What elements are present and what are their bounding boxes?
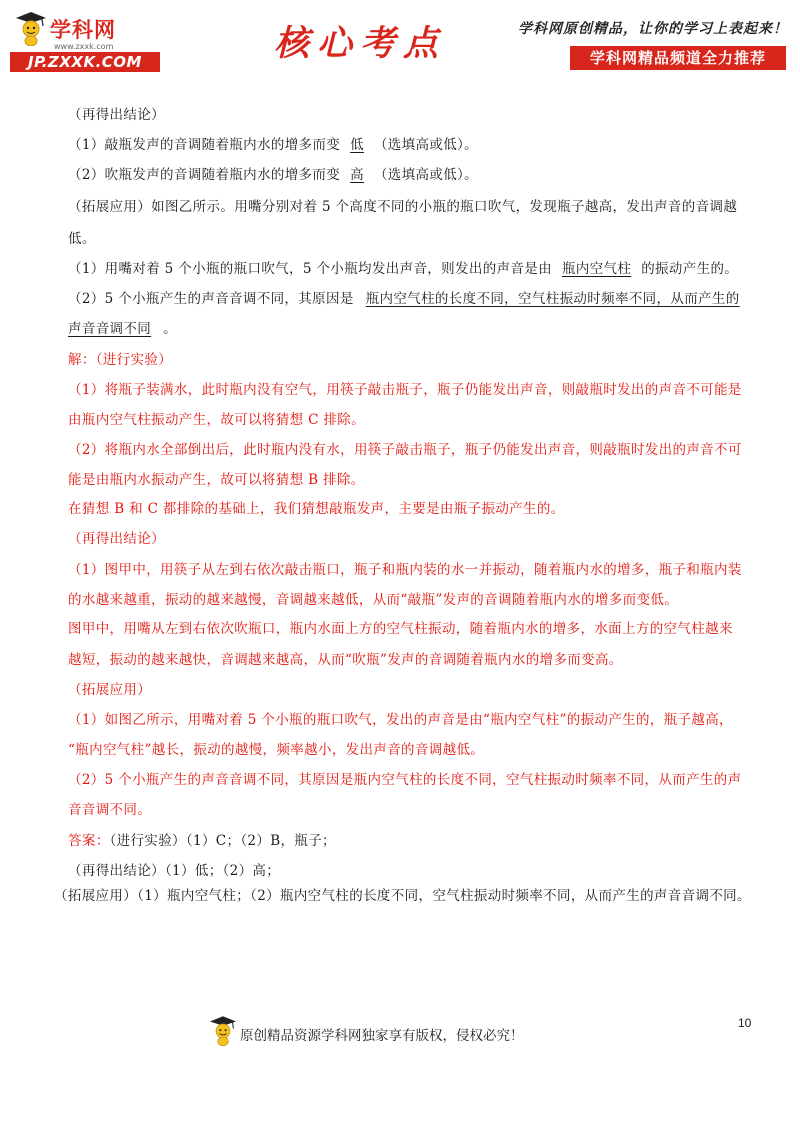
answer-blank: 瓶内空气柱 [561, 261, 632, 277]
logo-name: 学科网 [50, 18, 116, 42]
answer-blank: 瓶内空气柱的长度不同，空气柱振动时频率不同，从而产生的 [365, 291, 740, 307]
question-text: （2）吹瓶发声的音调随着瓶内水的增多而变 [68, 167, 341, 183]
solution-line: （1）将瓶子装满水，此时瓶内没有空气，用筷子敲击瓶子，瓶子仍能发出声音，则敲瓶时发出的声音不可能是 [68, 382, 742, 398]
question-line [68, 317, 177, 337]
answer-line: （拓展应用）（1）瓶内空气柱；（2）瓶内空气柱的长度不同，空气柱振动时频率不同，从而产生的声音音调不同。 [54, 888, 751, 904]
answer-blank: 声音音调不同 [68, 321, 152, 337]
solution-line: （拓展应用） [68, 682, 152, 698]
page-footer [210, 1012, 570, 1056]
question-text: （选填高或低）。 [373, 137, 479, 153]
solution-line: 由瓶内空气柱振动产生，故可以将猜想 C 排除。 [68, 412, 365, 428]
page-header [0, 0, 800, 80]
question-line [68, 257, 738, 277]
question-text: （1）敲瓶发声的音调随着瓶内水的增多而变 [68, 137, 341, 153]
solution-line: （再得出结论） [68, 531, 165, 547]
answer-label: 答案： [68, 833, 110, 849]
question-text: （1）用嘴对着 5 个小瓶的瓶口吹气，5 个小瓶均发出声音，则发出的声音是由 [68, 261, 552, 277]
solution-line: 的水越来越重，振动的越来越慢，音调越来越低，从而“敲瓶”发声的音调随着瓶内水的增多而变低。 [68, 592, 679, 608]
logo-url-banner: JP.ZXXK.COM [10, 52, 160, 72]
mascot-icon [210, 1014, 236, 1048]
answer-blank: 高 [350, 167, 364, 183]
section-heading: （再得出结论） [68, 107, 165, 123]
question-line: 低。 [68, 231, 96, 247]
header-slogan: 学科网原创精品，让你的学习上表起来！ [518, 21, 788, 37]
solution-line: （2）5 个小瓶产生的声音音调不同，其原因是瓶内空气柱的长度不同，空气柱振动时频率不同，从而产生的声 [68, 772, 742, 788]
question-text: 。 [163, 321, 177, 337]
solution-line: （1）如图乙所示，用嘴对着 5 个小瓶的瓶口吹气，发出的声音是由“瓶内空气柱”的振动产生的，瓶子越高， [68, 712, 733, 728]
solution-line: 在猜想 B 和 C 都排除的基础上，我们猜想敲瓶发声，主要是由瓶子振动产生的。 [68, 501, 565, 517]
copyright-notice: 原创精品资源学科网独家享有版权，侵权必究！ [240, 1028, 524, 1044]
solution-line: （2）将瓶内水全部倒出后，此时瓶内没有水，用筷子敲击瓶子，瓶子仍能发出声音，则敲瓶时发出的声音不可 [68, 442, 742, 458]
solution-line: 越短，振动的越来越快，音调越来越高，从而“吹瓶”发声的音调随着瓶内水的增多而变高。 [68, 652, 623, 668]
solution-line: “瓶内空气柱”越长，振动的越慢，频率越小，发出声音的音调越低。 [68, 742, 485, 758]
answer-line: （再得出结论）（1）低；（2）高； [68, 863, 281, 879]
question-line [68, 133, 478, 153]
question-text: （选填高或低）。 [373, 167, 479, 183]
logo-subtitle: www.zxxk.com [54, 42, 114, 51]
solution-line: （1）图甲中，用筷子从左到右依次敲击瓶口，瓶子和瓶内装的水一并振动，随着瓶内水的增多，瓶子和瓶内装 [68, 562, 742, 578]
solution-line: 能是由瓶内水振动产生，故可以将猜想 B 排除。 [68, 472, 365, 488]
answer-line [68, 829, 336, 849]
mascot-icon [16, 12, 46, 46]
solution-heading: 解：（进行实验） [68, 352, 173, 368]
site-logo[interactable] [10, 12, 160, 72]
solution-line: 图甲中，用嘴从左到右依次吹瓶口，瓶内水面上方的空气柱振动，随着瓶内水的增多，水面上方的空气柱越来 [68, 621, 733, 637]
answer-text: （进行实验）（1）C；（2）B，瓶子； [109, 833, 336, 849]
question-text: 的振动产生的。 [641, 261, 739, 277]
question-line [68, 287, 740, 307]
question-line [68, 163, 478, 183]
answer-blank: 低 [350, 137, 364, 153]
channel-banner[interactable]: 学科网精品频道全力推荐 [570, 46, 786, 70]
page-title: 核心考点 [274, 23, 447, 64]
question-text: （2）5 个小瓶产生的声音音调不同，其原因是 [68, 291, 354, 307]
solution-line: 音音调不同。 [68, 802, 152, 818]
question-line: （拓展应用）如图乙所示。用嘴分别对着 5 个高度不同的小瓶的瓶口吹气，发现瓶子越高，发出声音的音调越 [68, 199, 738, 215]
page-number: 10 [738, 1016, 752, 1030]
